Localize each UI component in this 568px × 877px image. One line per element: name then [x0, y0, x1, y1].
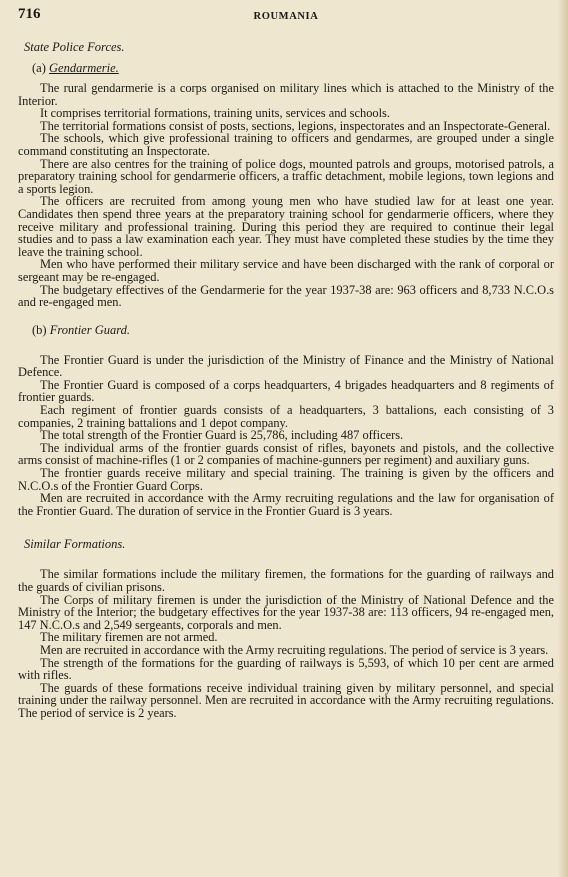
- paragraph: There are also centres for the training of police dogs, mounted patrols and groups, motorised patrols, a preparatory training school for gendarmerie officers, a traffic detachment, mobile legions, town legions and a sports legion.: [18, 156, 554, 196]
- page-header: [18, 6, 554, 32]
- frontier-guard-body: [18, 354, 554, 518]
- paragraph: The individual arms of the frontier guards consist of rifles, bayonets and pistols, and the collective arms consist of machine-rifles (1 or 2 companies of machine-gunners per regiment) and auxiliary guns.: [18, 440, 554, 468]
- section-heading-state-police: State Police Forces.: [24, 40, 125, 54]
- subsection-heading-frontier-guard: [32, 323, 554, 338]
- paragraph: Men are recruited in accordance with the Army recruiting regulations and the law for organisation of the Frontier Guard. The duration of service in the Frontier Guard is 3 years.: [18, 491, 554, 518]
- section-heading-similar-formations: Similar Formations.: [24, 537, 126, 552]
- paragraph: The rural gendarmerie is a corps organised on military lines which is attached to the Ministry of the Interior.: [18, 81, 554, 108]
- paragraph: Men are recruited in accordance with the Army recruiting regulations. The period of service is 3 years.: [40, 642, 549, 657]
- subsection-number: (a): [32, 61, 46, 75]
- page-number: 716: [18, 6, 41, 22]
- similar-formations-body: [18, 568, 554, 719]
- paragraph: Each regiment of frontier guards consists of a headquarters, 3 battalions, each consisting of 3 companies, 2 training battalions and 1 depot company.: [18, 403, 554, 430]
- paragraph: The similar formations include the military firemen, the formations for the guarding of railways and the guards of civilian prisons.: [18, 567, 554, 594]
- paragraph: The budgetary effectives of the Gendarmerie for the year 1937-38 are: 963 officers and 8,733 N.C.O.s and re-engaged men.: [18, 282, 554, 310]
- paragraph: The schools, which give professional training to officers and gendarmes, are grouped under a single command constituting an Inspectorate.: [18, 131, 554, 158]
- paragraph: The guards of these formations receive individual training given by military personnel, and special training under the railway personnel. Men are recruited in accordance with the Army recruiting regulations. The period of service is 2 years.: [18, 680, 554, 720]
- paragraph: The strength of the formations for the guarding of railways is 5,593, of which 10 per cent are armed with rifles.: [18, 655, 554, 683]
- paragraph: The Frontier Guard is under the jurisdiction of the Ministry of Finance and the Ministry of National Defence.: [18, 352, 554, 380]
- subsection-number: (b): [32, 322, 47, 337]
- subsection-label: Frontier Guard.: [49, 322, 131, 337]
- subsection-label: Gendarmerie.: [49, 61, 119, 75]
- spacer: [18, 309, 554, 319]
- paragraph: The total strength of the Frontier Guard is 25,786, including 487 officers.: [40, 428, 404, 443]
- spacer: [18, 517, 554, 527]
- paragraph: The Frontier Guard is composed of a corps headquarters, 4 brigades headquarters and 8 regiments of frontier guards.: [18, 377, 554, 405]
- subsection-heading-gendarmerie: [32, 61, 554, 76]
- paragraph: It comprises territorial formations, training units, services and schools.: [40, 106, 390, 121]
- paragraph: The Corps of military firemen is under the jurisdiction of the Ministry of National Defence and the Ministry of the Interior; the budgetary effectives for the year 1937-38 are: 113 officers, 94 re-engaged men, 147 N.C.O.s and 2,549 sergeants, corporals and men.: [18, 592, 554, 632]
- paragraph: The territorial formations consist of posts, sections, legions, inspectorates and an Inspectorate-General.: [40, 118, 551, 133]
- paragraph: Men who have performed their military service and have been discharged with the rank of corporal or sergeant may be re-engaged.: [18, 257, 554, 284]
- paragraph: The officers are recruited from among young men who have studied law for at least one year. Candidates then spend three years at the preparatory training school for gendarmerie officers, where they receive military and professional training. During this period they are required to continue their legal studies and to pass a law examination each year. They must have completed these studies by the time they leave the training school.: [18, 194, 554, 259]
- running-head: ROUMANIA: [253, 11, 319, 22]
- gendarmerie-body: [18, 82, 554, 309]
- paragraph: The military firemen are not armed.: [40, 630, 218, 645]
- paragraph: The frontier guards receive military and special training. The training is given by the officers and N.C.O.s of the Frontier Guard Corps.: [18, 466, 554, 493]
